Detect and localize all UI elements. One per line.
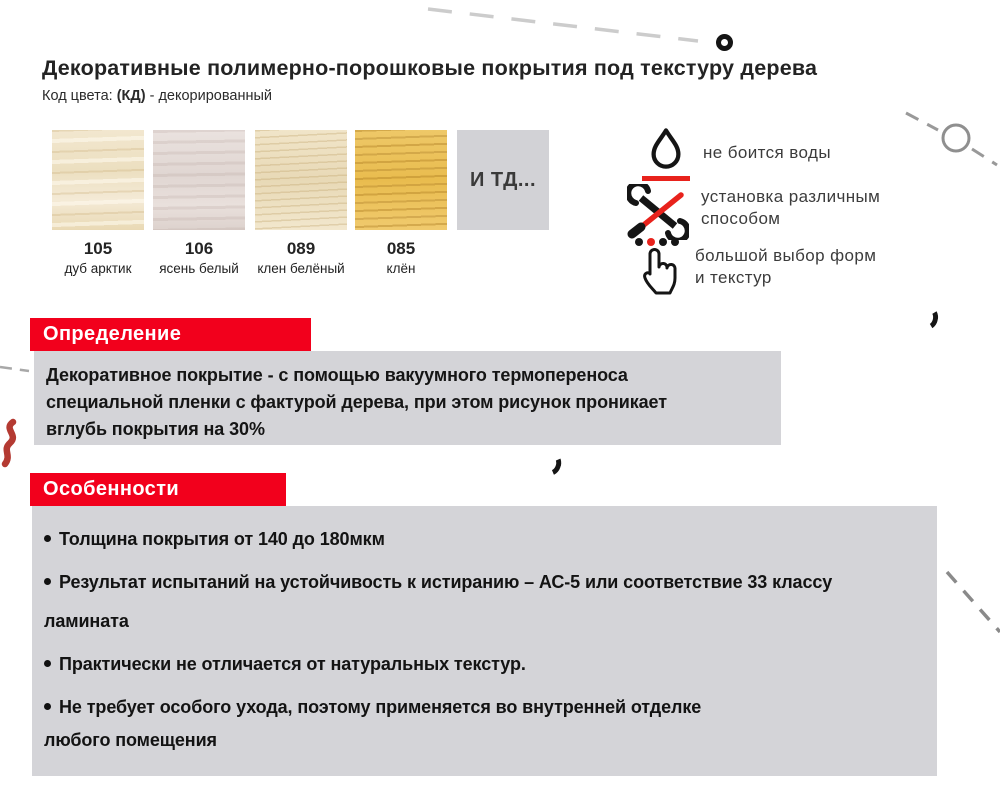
feature-bullet-item xyxy=(44,566,911,638)
feature-bullet-item xyxy=(44,691,911,757)
subtitle-suffix: - декорированный xyxy=(145,88,272,104)
feature-label-line: способом xyxy=(701,209,781,228)
wood-texture-image xyxy=(355,130,447,230)
swatch-code: 089 xyxy=(286,239,316,258)
hand-tap-icon xyxy=(633,234,685,298)
bullet-dot-icon xyxy=(44,703,51,710)
feature-label-install xyxy=(701,186,880,230)
feature-label-line: не боится воды xyxy=(703,143,831,162)
swatch-code: 105 xyxy=(83,239,113,258)
bullet-dot-icon xyxy=(44,535,51,542)
feature-text: Не требует особого ухода, поэтому применяется во внутренней отделке xyxy=(59,697,702,717)
swatch-name: клён xyxy=(386,261,416,276)
feature-bullet-line xyxy=(44,566,911,599)
feature-bullet-item xyxy=(44,523,911,556)
red-squiggle-icon xyxy=(0,418,24,470)
wood-texture-image xyxy=(52,130,144,230)
definition-line: специальной пленки с фактурой дерева, при этом рисунок проникает xyxy=(46,392,667,412)
bullet-dot-icon xyxy=(44,660,51,667)
swatch-105 xyxy=(52,130,144,276)
feature-label-line: и текстур xyxy=(695,268,772,287)
water-drop-icon xyxy=(646,126,686,173)
feature-text: Толщина покрытия от 140 до 180мкм xyxy=(59,529,385,549)
feature-bullet-line xyxy=(44,648,911,681)
feature-label-line: большой выбор форм xyxy=(695,246,877,265)
feature-label-forms xyxy=(695,245,876,289)
feature-label-line: установка различным xyxy=(701,187,881,206)
feature-bullet-line-cont: ламината xyxy=(44,611,129,631)
swatch-089 xyxy=(255,130,347,276)
swatch-name: дуб арктик xyxy=(64,261,132,276)
features-body xyxy=(32,506,937,776)
definition-heading: Определение xyxy=(30,318,311,351)
feature-bullet-line xyxy=(44,523,911,556)
wood-texture-image xyxy=(153,130,245,230)
subtitle-prefix: Код цвета: xyxy=(42,88,117,104)
dashed-line-top xyxy=(425,4,705,46)
etc-box xyxy=(457,130,549,230)
crescent-icon xyxy=(536,449,564,479)
feature-text: Результат испытаний на устойчивость к истиранию – АС-5 или соответствие 33 классу xyxy=(59,572,833,592)
red-underline xyxy=(642,176,690,181)
definition-line: Декоративное покрытие - с помощью вакуумного термопереноса xyxy=(46,365,628,385)
feature-bullet-item xyxy=(44,648,911,681)
bullet-dot-icon xyxy=(44,578,51,585)
wood-texture-image xyxy=(255,130,347,230)
definition-line: вглубь покрытия на 30% xyxy=(46,419,265,439)
definition-body xyxy=(34,351,781,445)
feature-text: Практически не отличается от натуральных текстур. xyxy=(59,654,526,674)
swatch-code: 085 xyxy=(386,239,416,258)
dashes-left-icon xyxy=(0,362,30,376)
feature-label-water xyxy=(703,142,831,164)
color-code-subtitle xyxy=(42,88,272,104)
color-code: (КД) xyxy=(116,88,146,104)
dashed-line-circle-right xyxy=(900,105,1000,177)
page-title: Декоративные полимерно-порошковые покрытия под текстуру дерева xyxy=(42,56,818,80)
swatch-085 xyxy=(355,130,447,276)
swatch-106 xyxy=(153,130,245,276)
wrench-screwdriver-icon xyxy=(627,184,689,240)
dashed-line-bottom-right xyxy=(944,568,1000,636)
swatch-code: 106 xyxy=(184,239,214,258)
crescent-icon xyxy=(914,304,940,332)
feature-bullet-line xyxy=(44,691,911,724)
donut-icon xyxy=(716,34,733,51)
etc-label: И ТД... xyxy=(469,168,537,191)
swatch-name: клен белёный xyxy=(257,261,345,276)
features-heading: Особенности xyxy=(30,473,286,506)
feature-bullet-line-cont: любого помещения xyxy=(44,730,217,750)
swatch-name: ясень белый xyxy=(159,261,239,276)
